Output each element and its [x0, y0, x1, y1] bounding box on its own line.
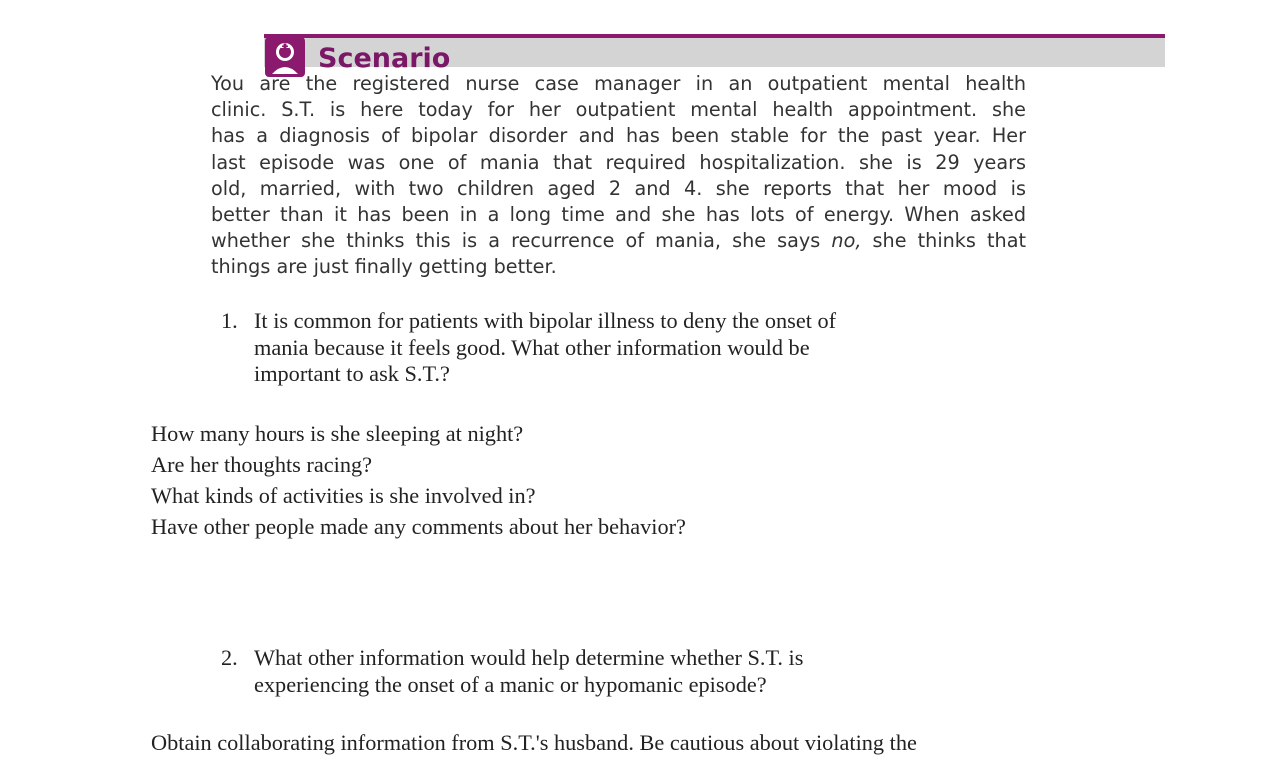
answer-line: Have other people made any comments about her behavior? [151, 514, 686, 539]
question-number: 1. [221, 308, 238, 333]
question-number: 2. [221, 645, 238, 670]
question-line: experiencing the onset of a manic or hypomanic episode? [254, 671, 767, 697]
answer-list-1 [151, 418, 686, 542]
question-text [254, 645, 803, 698]
scenario-line: last episode was one of mania that required hospitalization. she is 29 years [211, 150, 1026, 174]
scenario-line: You are the registered nurse case manager in an outpatient mental health [211, 72, 1026, 95]
question-line: It is common for patients with bipolar illness to deny the onset of [254, 308, 837, 333]
question-line: mania because it feels good. What other information would be [254, 334, 810, 360]
question-line: What other information would help determine whether S.T. is [254, 645, 804, 670]
scenario-line: old, married, with two children aged 2 and 4. she reports that her mood is [211, 176, 1026, 200]
question-text [254, 308, 836, 388]
answer-line: What kinds of activities is she involved in? [151, 483, 536, 508]
question-line: important to ask S.T.? [254, 361, 450, 386]
scenario-line: has a diagnosis of bipolar disorder and has been stable for the past year. Her [211, 124, 1026, 148]
emphasis-text: no, [831, 229, 862, 253]
scenario-line-with-emphasis: whether she thinks this is a recurrence of mania, she says no, she thinks that [211, 229, 1027, 253]
page-title: Scenario [318, 43, 451, 74]
scenario-line: things are just finally getting better. [211, 255, 557, 279]
answer-line: How many hours is she sleeping at night? [151, 421, 524, 446]
scenario-line: better than it has been in a long time and she has lots of energy. When asked [211, 203, 1026, 227]
scenario-line: clinic. S.T. is here today for her outpatient mental health appointment. she [211, 98, 1026, 122]
answer-2-text: Obtain collaborating information from S.T.'s husband. Be cautious about violating the [151, 730, 917, 755]
scenario-text [211, 71, 1026, 281]
answer-line: Are her thoughts racing? [151, 452, 373, 477]
